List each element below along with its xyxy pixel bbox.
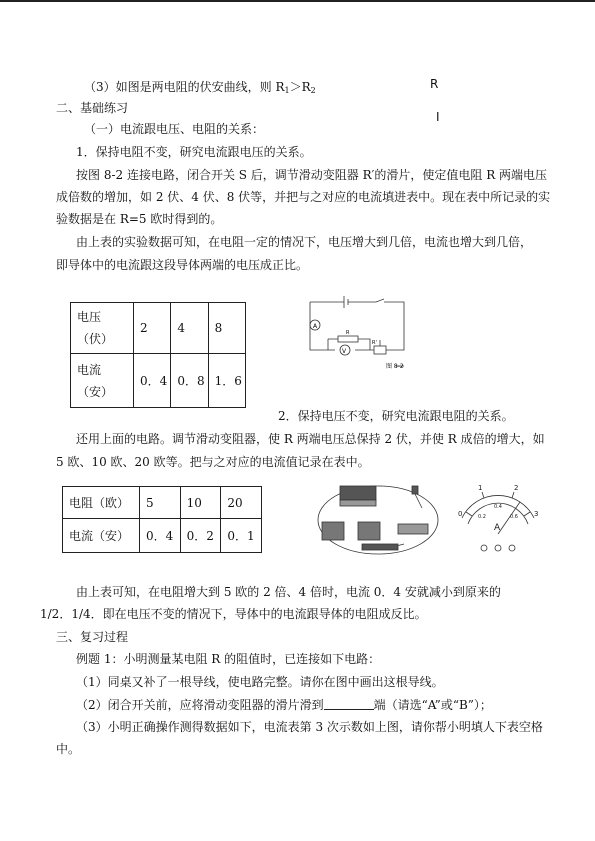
table-cell: 0．4 xyxy=(134,354,171,408)
table-cell: 2 xyxy=(134,303,171,354)
table-cell: 4 xyxy=(171,303,208,354)
table-row xyxy=(71,354,246,408)
ammeter-dial xyxy=(448,478,548,560)
circuit-diagram xyxy=(300,290,420,380)
table-cell: 0．4 xyxy=(140,519,181,553)
table-cell: 20 xyxy=(221,487,262,519)
section2-p3-line2: 即导体中的电流跟这段导体两端的电压成正比。 xyxy=(56,258,309,272)
svg-text:A: A xyxy=(313,323,318,330)
ammeter-tick-label: 0.2 xyxy=(478,514,486,520)
table-row xyxy=(63,487,262,519)
section3-example1: 例题 1：小明测量某电阻 R 的阻值时，已连接如下电路： xyxy=(76,652,381,666)
table-cell: 0．8 xyxy=(171,354,208,408)
section2-heading: 二、基础练习 xyxy=(56,101,129,115)
table-cell: 0．2 xyxy=(180,519,221,553)
table-cell: 8 xyxy=(208,303,245,354)
section3-q3-line1: （3）小明正确操作测得数据如下，电流表第 3 次示数如上图，请你帮小明填人下表空格 xyxy=(76,720,543,734)
table-cell-label: 电流 （安） xyxy=(71,354,134,408)
table-cell: 0．1 xyxy=(221,519,262,553)
table-row xyxy=(63,519,262,553)
section2-p6-line2: 1/2．1/4．即在电压不变的情况下，导体中的电流跟导体的电阻成反比。 xyxy=(40,607,427,621)
section2-p5-line2: 5 欧、10 欧、20 欧等。把与之对应的电流值记录在表中。 xyxy=(56,455,370,469)
ammeter-tick-label: 0.4 xyxy=(494,504,502,510)
ammeter-tick-label: 2 xyxy=(514,484,519,492)
ammeter-tick-label: 0 xyxy=(458,510,463,518)
table-cell-label: 电流（安） xyxy=(63,519,140,553)
table-cell: 1．6 xyxy=(208,354,245,408)
section3-q3-line2: 中。 xyxy=(56,742,81,756)
section3-heading: 三、复习过程 xyxy=(56,630,129,644)
section2-p1: 1．保持电阻不变，研究电流跟电压的关系。 xyxy=(76,145,312,159)
svg-text:V: V xyxy=(342,348,347,355)
ammeter-tick-label: 3 xyxy=(534,510,539,518)
resistance-current-table xyxy=(62,486,262,553)
ammeter-tick-label: 1 xyxy=(478,484,483,492)
section2-p5-line1: 还用上面的电路。调节滑动变阻器，使 R 两端电压总保持 2 伏，并使 R 成倍的增大，如 xyxy=(76,432,545,446)
table-cell: 5 xyxy=(140,487,181,519)
table-cell: 10 xyxy=(180,487,221,519)
svg-text:R': R' xyxy=(372,340,377,346)
section2-p3-line1: 由上表的实验数据可知，在电阻一定的情况下，电压增大到几倍，电流也增大到几倍， xyxy=(76,235,533,249)
ammeter-tick-label: 0.6 xyxy=(510,514,518,520)
section2-p2-line2: 成倍数的增加，如 2 伏、4 伏、8 伏等，并把与之对应的电流填进表中。现在表中所记录的实 xyxy=(56,190,551,204)
section3-q1: （1）同桌又补了一根导线，使电路完整。请你在图中画出这根导线。 xyxy=(76,675,444,689)
answer-blank[interactable] xyxy=(324,699,374,710)
section2-p6-line1: 由上表可知，在电阻增大到 5 欧的 2 倍、4 倍时，电流 0．4 安就减小到原来的 xyxy=(76,585,501,599)
voltage-current-table xyxy=(70,302,246,408)
section2-p4: 2．保持电压不变，研究电流跟电阻的关系。 xyxy=(278,409,514,423)
section2-p2-line1: 按图 8-2 连接电路，闭合开关 S 后，调节滑动变阻器 R′的滑片，使定值电阻 R 两端电压 xyxy=(76,168,548,182)
item3-line: （3）如图是两电阻的伏安曲线，则 $R_1>R_2$ xyxy=(84,80,316,95)
table-cell-label: 电压 （伏） xyxy=(71,303,134,354)
section3-q2: （2）闭合开关前，应将滑动变阻器的滑片滑到 端（请选“A”或“B”）； xyxy=(76,698,492,712)
graph-label-r: R xyxy=(430,77,439,91)
ammeter-unit: A xyxy=(494,523,501,533)
section2-p2-line3: 验数据是在 R=5 欧时得到的。 xyxy=(56,212,223,226)
apparatus-illustration xyxy=(314,478,444,560)
table-cell-label: 电阻（欧） xyxy=(63,487,140,519)
graph-label-i: I xyxy=(436,110,440,124)
circuit-caption: 图 8-2 xyxy=(386,363,404,370)
section2-sub1: （一）电流跟电压、电阻的关系： xyxy=(84,122,265,136)
svg-text:R: R xyxy=(346,330,350,336)
table-row xyxy=(71,303,246,354)
top-rule xyxy=(0,0,595,2)
